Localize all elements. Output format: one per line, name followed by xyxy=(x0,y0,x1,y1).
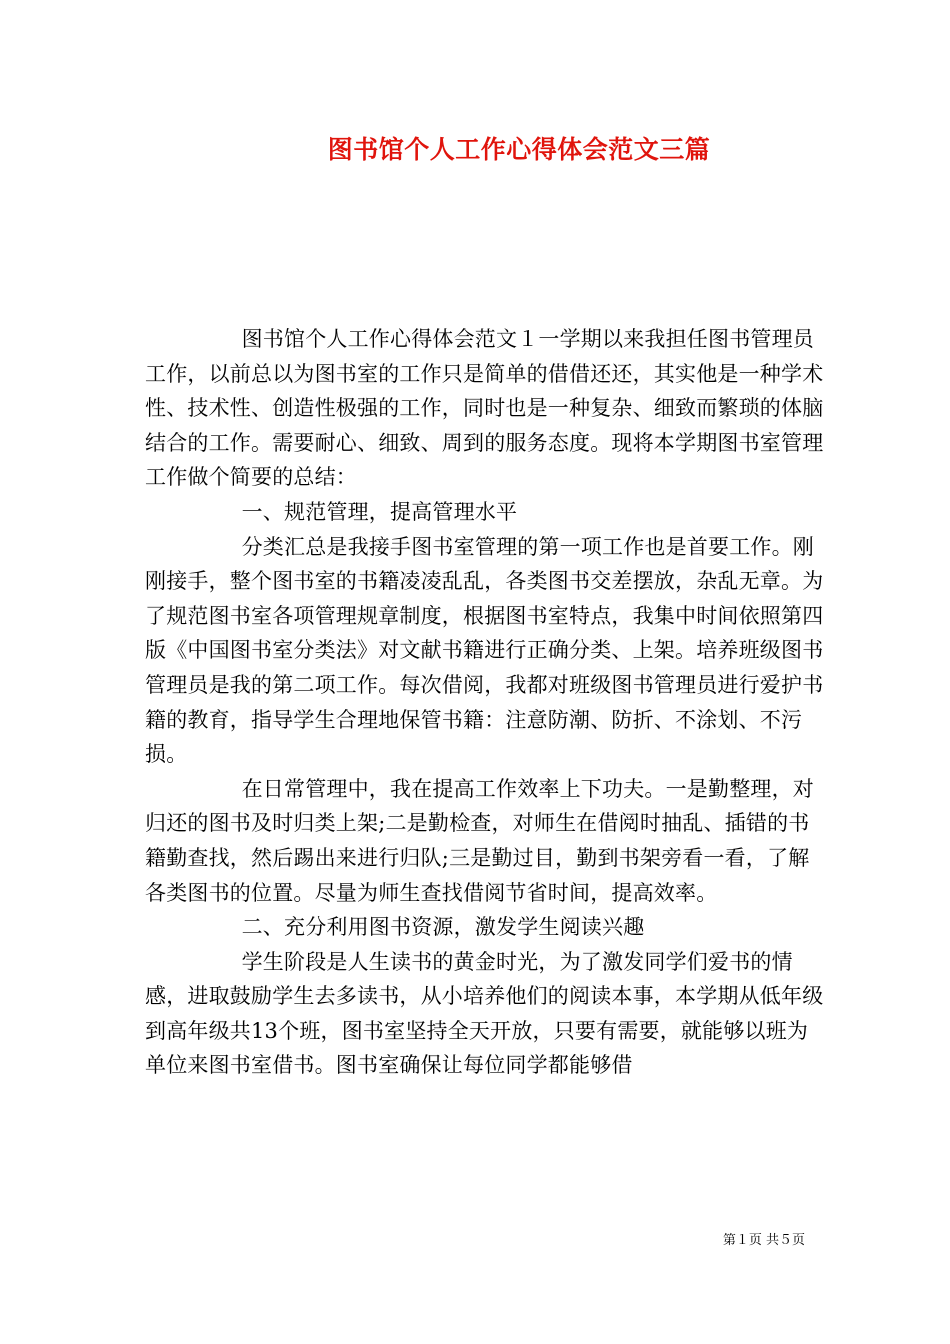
paragraph-reading-interest: 学生阶段是人生读书的黄金时光，为了激发同学们爱书的情感，进取鼓励学生去多读书，从小培养他们的阅读本事，本学期从低年级到高年级共13个班，图书室坚持全天开放，只要有需要，就能够以班为单位来图书室借书。图书室确保让每位同学都能够借 xyxy=(145,949,824,1078)
document-title: 图书馆个人工作心得体会范文三篇 xyxy=(327,135,711,164)
document-body xyxy=(145,322,828,1083)
section-heading-1: 一、规范管理，提高管理水平 xyxy=(241,499,518,524)
page-footer: 第１页 共５页 xyxy=(722,1233,805,1248)
section-heading-2: 二、充分利用图书资源，激发学生阅读兴趣 xyxy=(241,915,645,940)
paragraph-daily-management: 在日常管理中，我在提高工作效率上下功夫。一是勤整理，对归还的图书及时归类上架;二是勤检查，对师生在借阅时抽乱、插错的书籍勤查找，然后踢出来进行归队;三是勤过目，勤到书架旁看一看，了解各类图书的位置。尽量为师生查找借阅节省时间，提高效率。 xyxy=(145,776,814,905)
paragraph-intro: 图书馆个人工作心得体会范文１一学期以来我担任图书管理员工作，以前总以为图书室的工作只是简单的借借还还，其实他是一种学术性、技术性、创造性极强的工作，同时也是一种复杂、细致而繁琐的体脑结合的工作。需要耐心、细致、周到的服务态度。现将本学期图书室管理工作做个简要的总结： xyxy=(145,327,824,490)
paragraph-classification: 分类汇总是我接手图书室管理的第一项工作也是首要工作。刚刚接手，整个图书室的书籍凌凌乱乱，各类图书交差摆放，杂乱无章。为了规范图书室各项管理规章制度，根据图书室特点，我集中时间依照第四版《中国图书室分类法》对文献书籍进行正确分类、上架。培养班级图书管理员是我的第二项工作。每次借阅，我都对班级图书管理员进行爱护书籍的教育，指导学生合理地保管书籍：注意防潮、防折、不涂划、不污损。 xyxy=(145,534,824,767)
